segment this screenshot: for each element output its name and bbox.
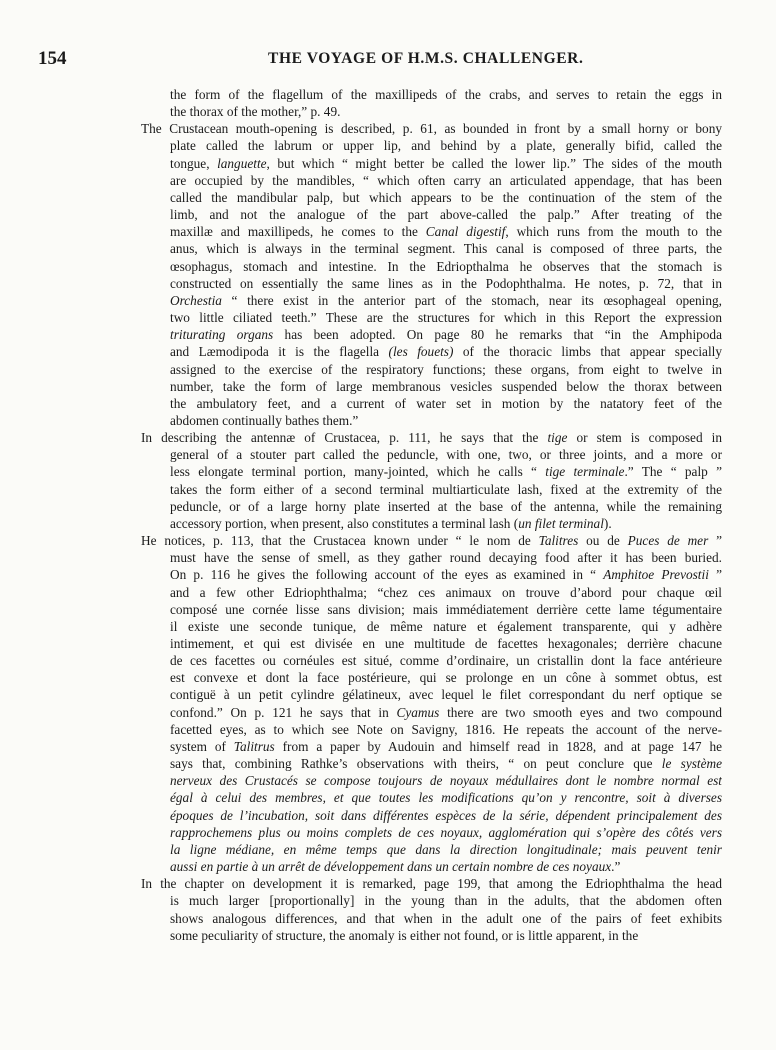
text-line: aussi en partie à un arrêt de développement dans un certain nombre de ces noyaux.” — [170, 859, 621, 875]
text-line: must have the sense of smell, as they gather round decaying food after it has been buried. — [170, 550, 722, 566]
paragraph — [0, 875, 776, 944]
text-line: the form of the flagellum of the maxillipeds of the crabs, and serves to retain the eggs in — [170, 87, 722, 102]
text-line: some peculiarity of structure, the anomaly is either not found, or is little apparent, in the — [170, 927, 639, 943]
text-line: assigned to the exercise of the respiratory functions; these organs, from eight to twelve in — [170, 361, 722, 377]
text-line: œsophagus, stomach and intestine. In the Edriopthalma he observes that the stomach is — [170, 258, 722, 274]
text-line: limb, and not the analogue of the part above-called the palp.” After treating of the — [170, 207, 722, 223]
running-title: THE VOYAGE OF H.M.S. CHALLENGER. — [268, 50, 584, 67]
text-line: two little ciliated teeth.” These are the structures for which in this Report the expression — [170, 310, 722, 326]
text-line: il existe une seconde tunique, de même nature et également transparente, qui y adhère — [170, 618, 722, 634]
text-line: composé une cornée lisse sans division; mais immédiatement derrière cette lame tégumentaire — [170, 601, 722, 617]
text-line: facetted eyes, as to which see Note on Savigny, 1816. He repeats the account of the nerve- — [170, 721, 722, 737]
text-line: la ligne médiane, en même temps que dans la direction longitudinale; mais peuvent tenir — [170, 841, 722, 857]
text-line: accessory portion, when present, also constitutes a terminal lash (un filet terminal). — [170, 515, 612, 531]
text-line: Orchestia “ there exist in the anterior part of the stomach, near its œsophageal opening, — [170, 292, 722, 308]
text-line: and Læmodipoda it is the flagella (les fouets) of the thoracic limbs that appear specially — [170, 344, 722, 360]
text-line: rapprochemens plus ou moins complets de ces noyaux, agglomération qui s’opère des côtés vers — [170, 824, 722, 840]
paragraph — [0, 120, 776, 429]
text-line: takes the form either of a second terminal multiarticulate lash, fixed at the extremity of the — [170, 481, 722, 497]
text-line: époques de l’incubation, soit dans différentes espèces de la série, dépendent principalement des — [170, 807, 722, 823]
text-line: abdomen continually bathes them.” — [170, 412, 359, 428]
text-line: In the chapter on development it is remarked, page 199, that among the Edriophthalma the head — [141, 876, 722, 892]
page-number: 154 — [38, 48, 67, 69]
text-line: confond.” On p. 121 he says that in Cyamus there are two smooth eyes and two compound — [170, 704, 722, 720]
text-line: general of a stouter part called the peduncle, with one, two, or three joints, and a more or — [170, 447, 722, 463]
text-line: égal à celui des membres, et que toutes les modifications qu’on y rencontre, soit à diverses — [170, 790, 722, 806]
text-line: maxillæ and maxillipeds, he comes to the Canal digestif, which runs from the mouth to the — [170, 224, 722, 240]
text-line: the thorax of the mother,” p. 49. — [170, 104, 341, 120]
text-line: less elongate terminal portion, many-jointed, which he calls “ tige terminale.” The “ palp ” — [170, 464, 722, 480]
paragraph — [0, 86, 776, 120]
text-line: The Crustacean mouth-opening is described, p. 61, as bounded in front by a small horny or bony — [141, 121, 722, 137]
body-text — [0, 86, 776, 944]
text-line: system of Talitrus from a paper by Audouin and himself read in 1828, and at page 147 he — [170, 738, 722, 754]
text-line: In describing the antennæ of Crustacea, p. 111, he says that the tige or stem is composed in — [141, 430, 722, 446]
text-line: number, take the form of large membranous vesicles suspended below the thorax between — [170, 378, 722, 394]
text-line: constructed on essentially the same lines as in the Podophthalma. He notes, p. 72, that in — [170, 275, 722, 291]
text-line: peduncle, or of a large horny plate inserted at the base of the antenna, while the remaining — [170, 498, 722, 514]
text-line: anus, which is always in the terminal segment. This canal is composed of three parts, the — [170, 241, 722, 257]
page-header — [38, 48, 738, 72]
text-line: nerveux des Crustacés se compose toujours de noyaux médullaires dont le nombre normal est — [170, 773, 722, 789]
paragraph — [0, 532, 776, 875]
text-line: est convexe et dont la face postérieure, qui se prolonge en un cône à sommet obtus, est — [170, 670, 722, 686]
text-line: de ces facettes ou cornéules est situé, comme d’ordinaire, un cristallin dont la face antérieure — [170, 653, 722, 669]
text-line: shows analogous differences, and that when in the adult one of the pairs of feet exhibits — [170, 910, 722, 926]
text-line: contiguë à un petit cylindre gélatineux, avec lequel le filet correspondant du nerf optique se — [170, 687, 722, 703]
paragraph — [0, 429, 776, 532]
text-line: On p. 116 he gives the following account of the eyes as examined in “ Amphitoe Prevostii ” — [170, 567, 722, 583]
text-line: and a few other Edriophthalma; “chez ces animaux on trouve d’abord pour chaque œil — [170, 584, 722, 600]
text-line: triturating organs has been adopted. On page 80 he remarks that “in the Amphipoda — [170, 327, 722, 343]
text-line: called the mandibular palp, but which appears to be the continuation of the stem of the — [170, 189, 722, 205]
text-line: the ambulatory feet, and a current of water set in motion by the natatory feet of the — [170, 395, 722, 411]
text-line: says that, combining Rathke’s observations with theirs, “ on peut conclure que le système — [170, 756, 722, 772]
text-line: is much larger [proportionally] in the young than in the adults, that the abdomen often — [170, 893, 722, 909]
text-line: tongue, languette, but which “ might better be called the lower lip.” The sides of the mouth — [170, 155, 722, 171]
text-line: He notices, p. 113, that the Crustacea known under “ le nom de Talitres ou de Puces de mer ” — [141, 533, 722, 549]
text-line: intimement, et qui est divisée en une multitude de facettes hexagonales; derrière chacune — [170, 636, 722, 651]
text-line: are occupied by the mandibles, “ which often carry an articulated appendage, that has been — [170, 172, 722, 188]
text-line: plate called the labrum or upper lip, and behind by a plate, generally bifid, called the — [170, 138, 722, 154]
